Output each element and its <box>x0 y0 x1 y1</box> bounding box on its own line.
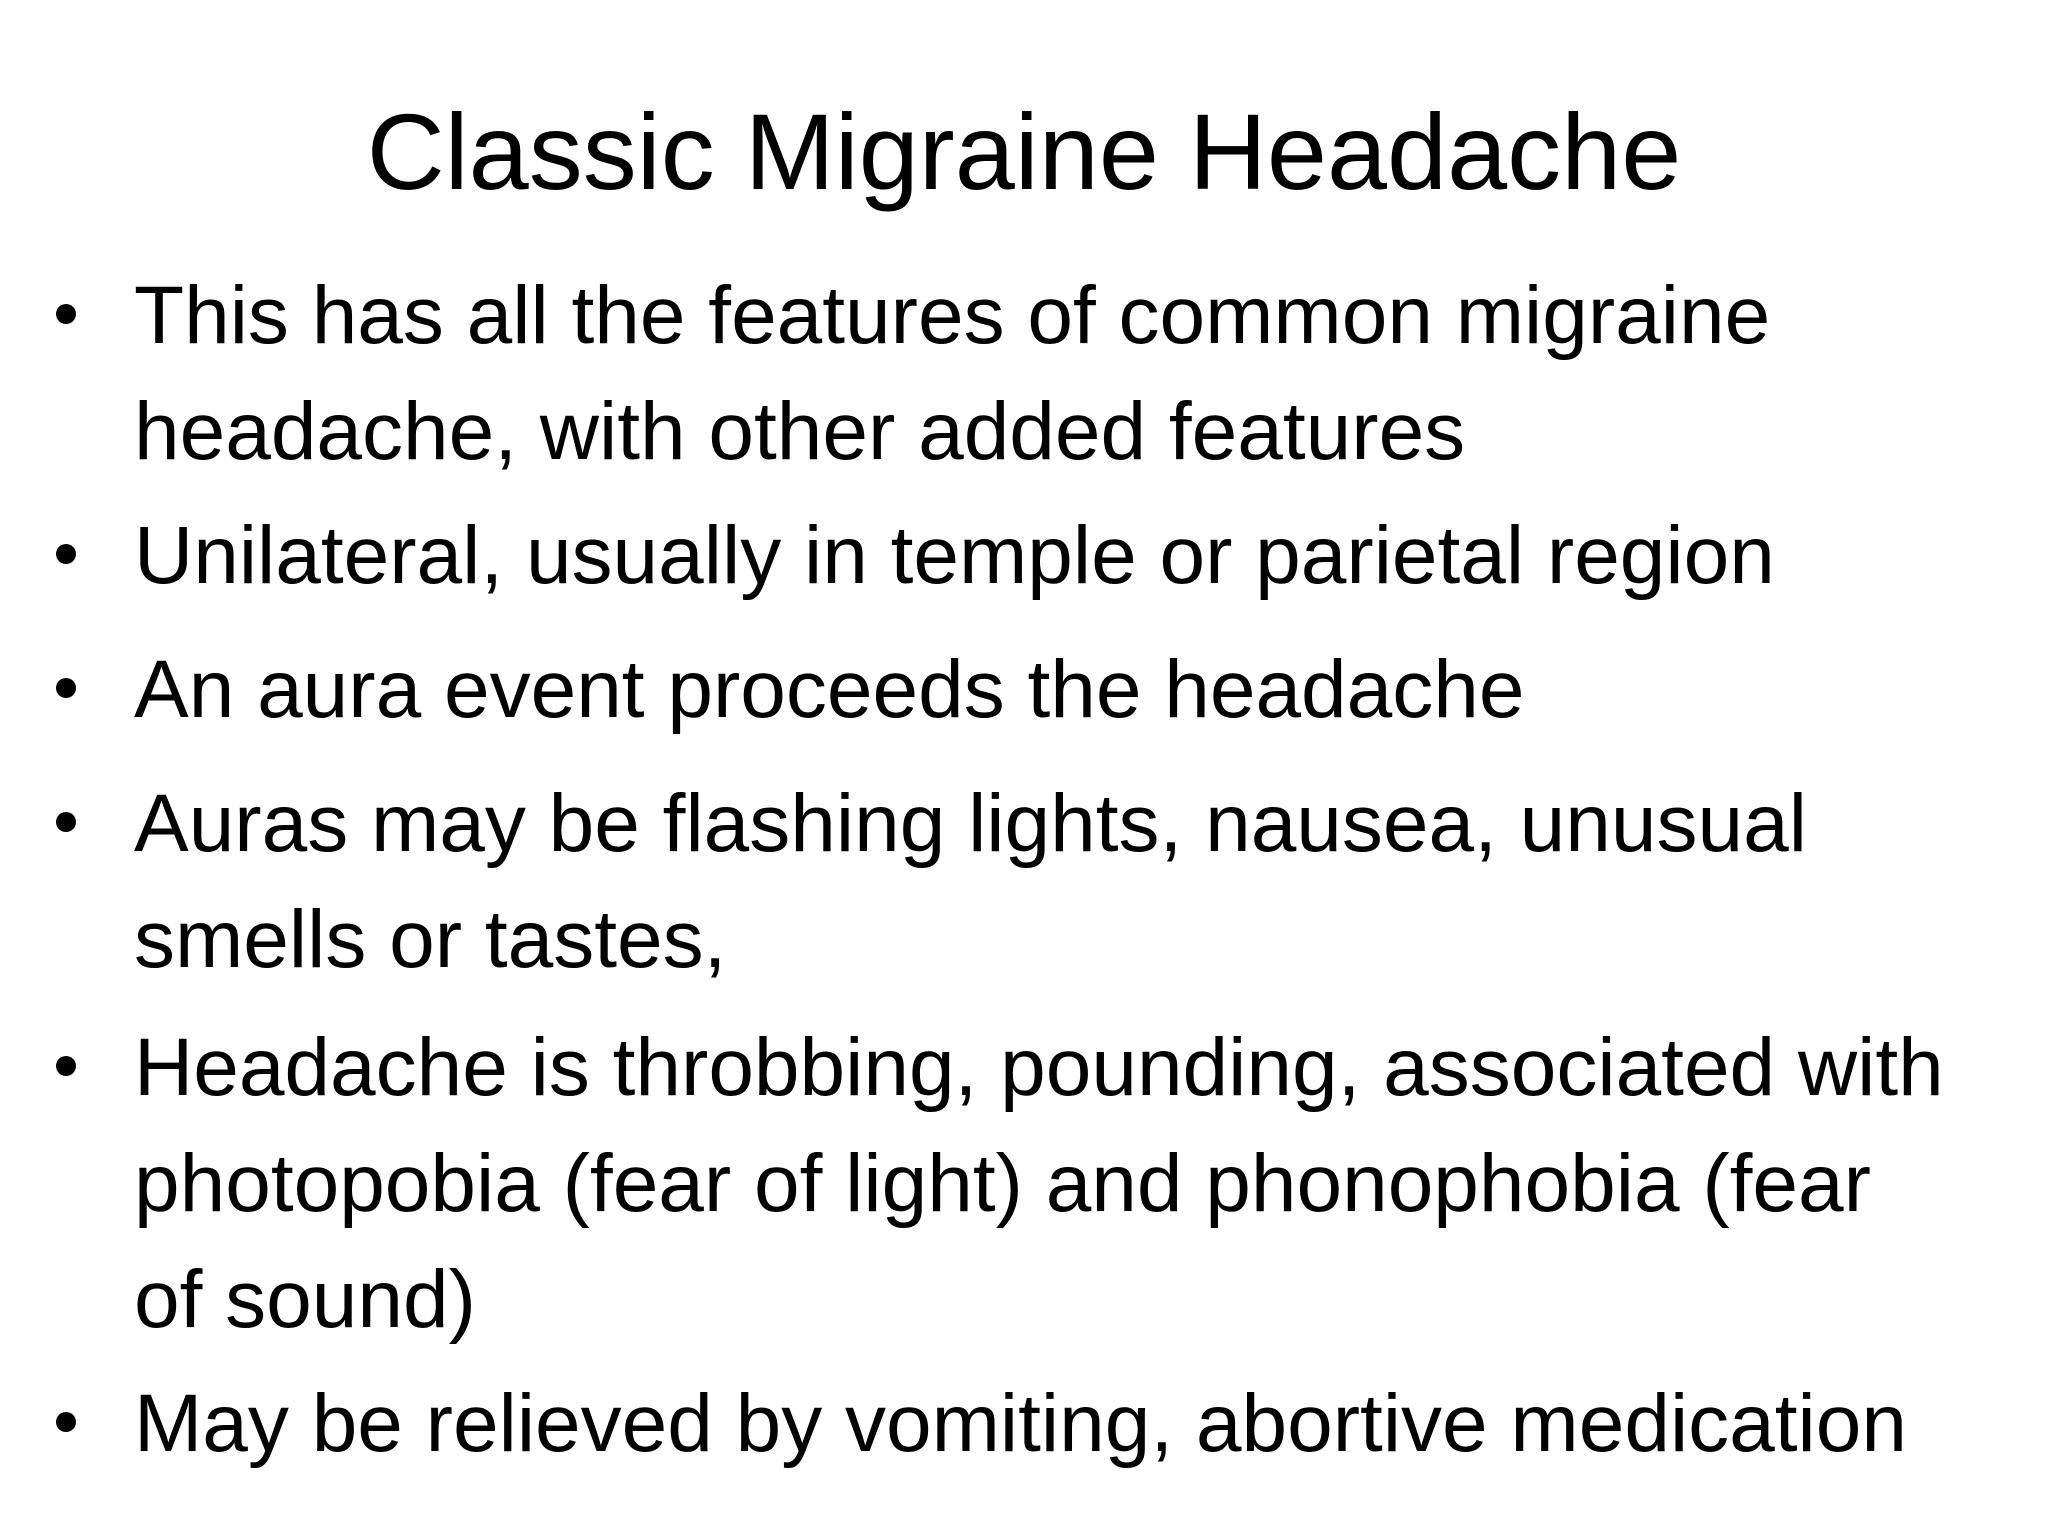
bullet-dot-icon <box>56 812 76 832</box>
bullet-text: An aura event proceeds the headache <box>134 644 1525 735</box>
bullet-text: Auras may be flashing lights, nausea, unusual smells or tastes, <box>134 778 1807 985</box>
bullet-text: Unilateral, usually in temple or parietal region <box>134 510 1775 601</box>
bullet-dot-icon <box>56 678 76 698</box>
bullet-dot-icon <box>56 304 76 324</box>
bullet-text: May be relieved by vomiting, abortive medication <box>134 1378 1907 1469</box>
bullet-dot-icon <box>56 1056 76 1076</box>
bullet-text: Headache is throbbing, pounding, associated with photopobia (fear of light) and phonophobia (fear of sound) <box>134 1022 1944 1345</box>
bullet-dot-icon <box>56 1412 76 1432</box>
bullet-text: This has all the features of common migraine headache, with other added features <box>134 270 1771 477</box>
bullet-dot-icon <box>56 544 76 564</box>
slide-title: Classic Migraine Headache <box>366 91 1682 212</box>
